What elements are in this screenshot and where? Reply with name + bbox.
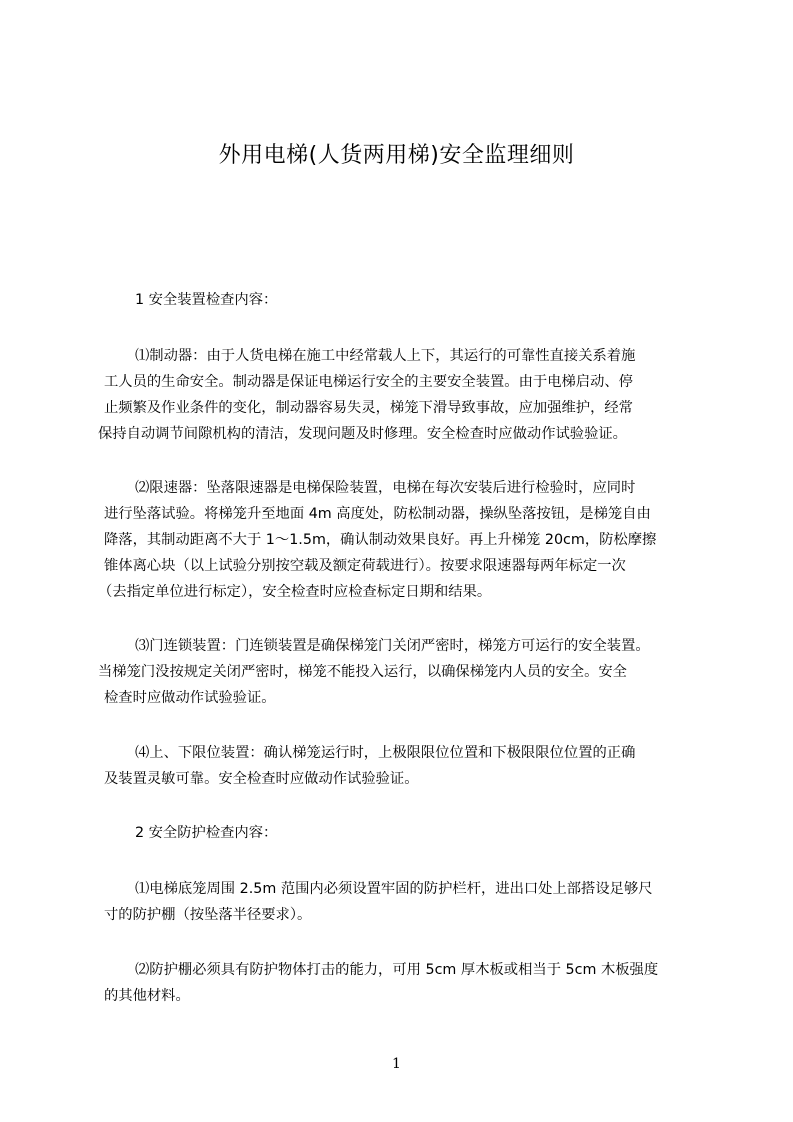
paragraph-line: ⑵防护棚必须具有防护物体打击的能力，可用 5cm 厚木板或相当于 5cm 木板强度 — [135, 962, 659, 978]
document-title: 外用电梯(人货两用梯)安全监理细则 — [218, 143, 575, 168]
paragraph-line: 的其他材料。 — [104, 988, 190, 1004]
paragraph-line: 检查时应做动作试验验证。 — [104, 690, 276, 706]
paragraph-line: 工人员的生命安全。制动器是保证电梯运行安全的主要安全装置。由于电梯启动、停 — [104, 374, 633, 390]
paragraph-line: ⑶门连锁装置：门连锁装置是确保梯笼门关闭严密时，梯笼方可运行的安全装置。 — [135, 638, 650, 654]
paragraph-line: ⑷上、下限位装置：确认梯笼运行时，上极限限位位置和下极限限位位置的正确 — [135, 745, 636, 761]
paragraph-line: 当梯笼门没按规定关闭严密时，梯笼不能投入运行，以确保梯笼内人员的安全。安全 — [98, 664, 627, 680]
paragraph-line: （去指定单位进行标定），安全检查时应检查标定日期和结果。 — [98, 584, 492, 600]
page-number: 1 — [392, 1056, 401, 1072]
paragraph-line: 进行坠落试验。将梯笼升至地面 4m 高度处，防松制动器，操纵坠落按钮，是梯笼自由 — [104, 506, 651, 522]
paragraph-line: 及装置灵敏可靠。安全检查时应做动作试验验证。 — [104, 771, 419, 787]
section-heading-safety-protection: 2 安全防护检查内容： — [135, 825, 278, 841]
paragraph-line: ⑴电梯底笼周围 2.5m 范围内必须设置牢固的防护栏杆，进出口处上部搭设足够尺 — [135, 881, 653, 897]
paragraph-line: ⑵限速器：坠落限速器是电梯保险装置，电梯在每次安装后进行检验时，应同时 — [135, 480, 636, 496]
paragraph-line: ⑴制动器：由于人货电梯在施工中经常载人上下，其运行的可靠性直接关系着施 — [135, 348, 636, 364]
paragraph-line: 降落，其制动距离不大于 1～1.5m，确认制动效果良好。再上升梯笼 20cm，防松摩擦 — [104, 532, 657, 548]
paragraph-line: 保持自动调节间隙机构的清洁，发现问题及时修理。安全检查时应做动作试验验证。 — [98, 426, 627, 442]
paragraph-line: 止频繁及作业条件的变化，制动器容易失灵，梯笼下滑导致事故，应加强维护，经常 — [104, 400, 633, 416]
section-heading-safety-devices: 1 安全装置检查内容： — [135, 292, 278, 308]
paragraph-line: 锥体离心块（以上试验分别按空载及额定荷载进行）。按要求限速器每两年标定一次 — [104, 558, 626, 574]
paragraph-line: 寸的防护棚（按坠落半径要求）。 — [104, 907, 312, 923]
